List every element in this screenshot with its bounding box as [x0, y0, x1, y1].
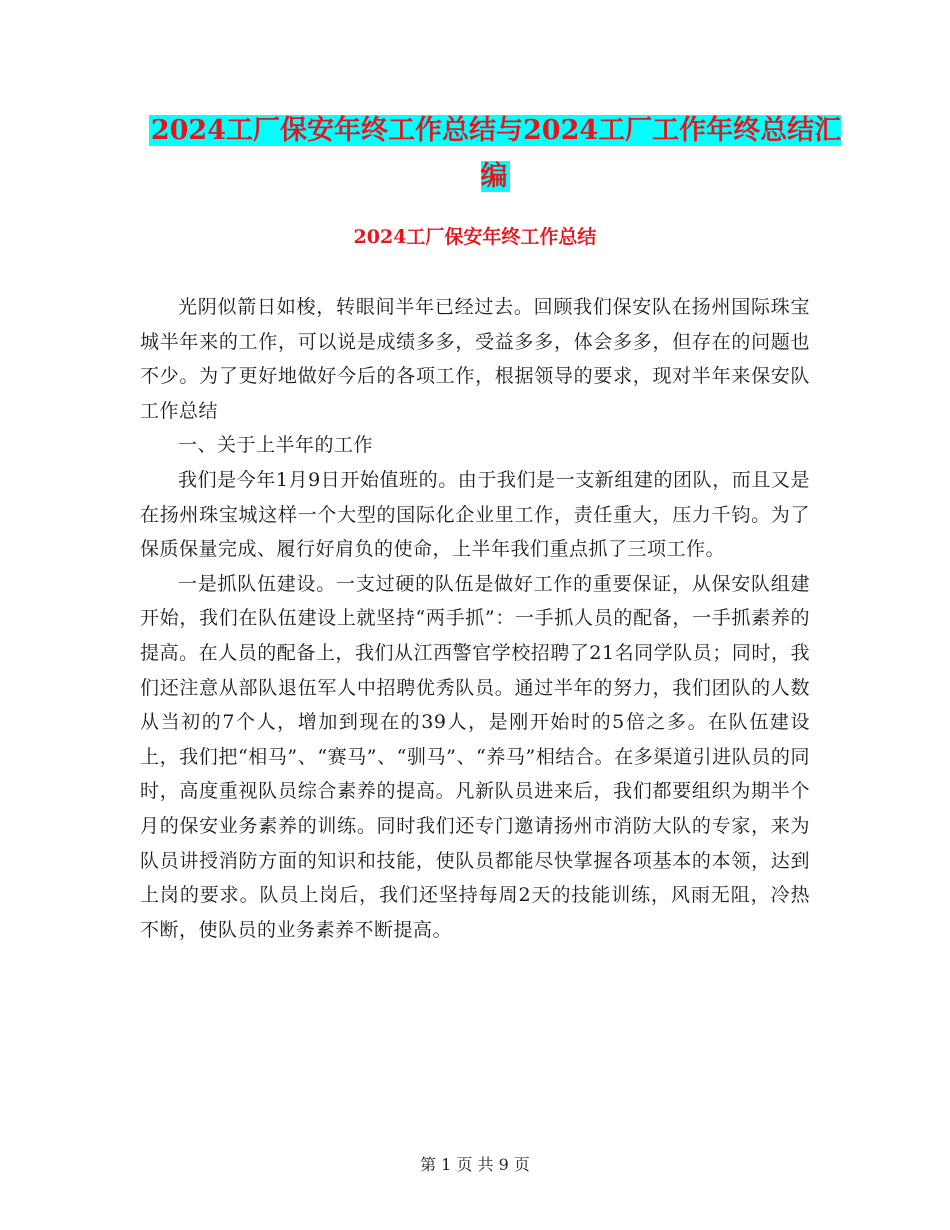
document-body: [140, 290, 810, 947]
paragraph-heading-first-half: 一、关于上半年的工作: [178, 434, 374, 457]
paragraph-intro: 光阴似箭日如梭，转眼间半年已经过去。回顾我们保安队在扬州国际珠宝城半年来的工作，可以说是成绩多多，受益多多，体会多多，但存在的问题也不少。为了更好地做好今后的各项工作，根据领导的要求，现对半年来保安队工作总结: [140, 296, 810, 422]
section-title: 2024工厂保安年终工作总结: [353, 226, 597, 248]
document-title-text: 2024工厂保安年终工作总结与2024工厂工作年终总结汇编: [150, 115, 842, 192]
paragraph-start-duty: 我们是今年1月9日开始值班的。由于我们是一支新组建的团队，而且又是在扬州珠宝城这样一个大型的国际化企业里工作，责任重大，压力千钧。为了保质保量完成、履行好肩负的使命，上半年我们重点抓了三项工作。: [140, 468, 810, 561]
page-footer: 第 1 页 共 9 页: [420, 1155, 530, 1174]
document-title: [140, 108, 850, 200]
paragraph-team-building: 一是抓队伍建设。一支过硬的队伍是做好工作的重要保证，从保安队组建开始，我们在队伍建设上就坚持“两手抓”：一手抓人员的配备，一手抓素养的提高。在人员的配备上，我们从江西警官学校招聘了21名同学队员；同时，我们还注意从部队退伍军人中招聘优秀队员。通过半年的努力，我们团队的人数从当初的7个人，增加到现在的39人，是刚开始时的5倍之多。在队伍建设上，我们把“相马”、“赛马”、“驯马”、“养马”相结合。在多渠道引进队员的同时，高度重视队员综合素养的提高。凡新队员进来后，我们都要组织为期半个月的保安业务素养的训练。同时我们还专门邀请扬州市消防大队的专家，来为队员讲授消防方面的知识和技能，使队员都能尽快掌握各项基本的本领，达到上岗的要求。队员上岗后，我们还坚持每周2天的技能训练，风雨无阻，冷热不断，使队员的业务素养不断提高。: [140, 572, 810, 941]
